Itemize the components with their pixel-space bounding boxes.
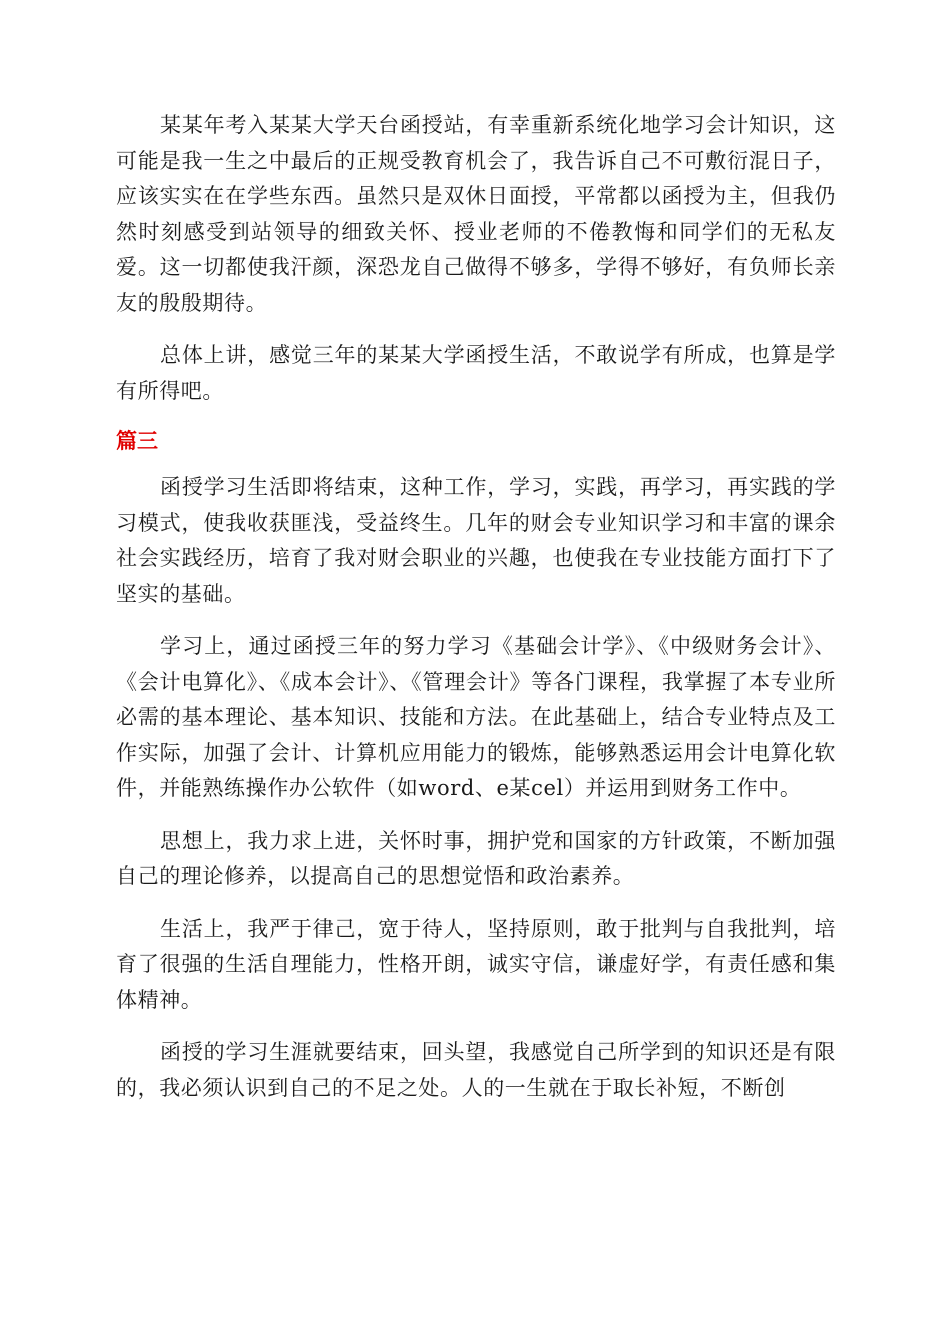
document-page xyxy=(116,108,836,1123)
body-paragraph: 总体上讲，感觉三年的某某大学函授生活，不敢说学有所成，也算是学有所得吧。 xyxy=(116,343,836,403)
body-paragraph: 函授学习生活即将结束，这种工作，学习，实践，再学习，再实践的学习模式，使我收获匪浅，受益终生。几年的财会专业知识学习和丰富的课余社会实践经历，培育了我对财会职业的兴趣，也使我在专业技能方面打下了坚实的基础。 xyxy=(116,475,836,606)
body-paragraph: 思想上，我力求上进，关怀时事，拥护党和国家的方针政策，不断加强自己的理论修养，以提高自己的思想觉悟和政治素养。 xyxy=(116,828,836,888)
body-paragraph: 函授的学习生涯就要结束，回头望，我感觉自己所学到的知识还是有限的，我必须认识到自己的不足之处。人的一生就在于取长补短，不断创 xyxy=(116,1040,836,1100)
body-paragraph: 某某年考入某某大学天台函授站，有幸重新系统化地学习会计知识，这可能是我一生之中最后的正规受教育机会了，我告诉自己不可敷衍混日子，应该实实在在学些东西。虽然只是双休日面授，平常都以函授为主，但我仍然时刻感受到站领导的细致关怀、授业老师的不倦教悔和同学们的无私友爱。这一切都使我汗颜，深恐龙自己做得不够多，学得不够好，有负师长亲友的殷殷期待。 xyxy=(116,113,836,315)
section-heading: 篇三 xyxy=(116,429,158,453)
body-paragraph: 生活上，我严于律己，宽于待人，坚持原则，敢于批判与自我批判，培育了很强的生活自理能力，性格开朗，诚实守信，谦虚好学，有责任感和集体精神。 xyxy=(116,916,836,1012)
body-paragraph: 学习上，通过函授三年的努力学习《基础会计学》、《中级财务会计》、《会计电算化》、《成本会计》、《管理会计》等各门课程，我掌握了本专业所必需的基本理论、基本知识、技能和方法。在此基础上，结合专业特点及工作实际，加强了会计、计算机应用能力的锻炼，能够熟悉运用会计电算化软件，并能熟练操作办公软件（如word、e某cel）并运用到财务工作中。 xyxy=(116,634,836,800)
